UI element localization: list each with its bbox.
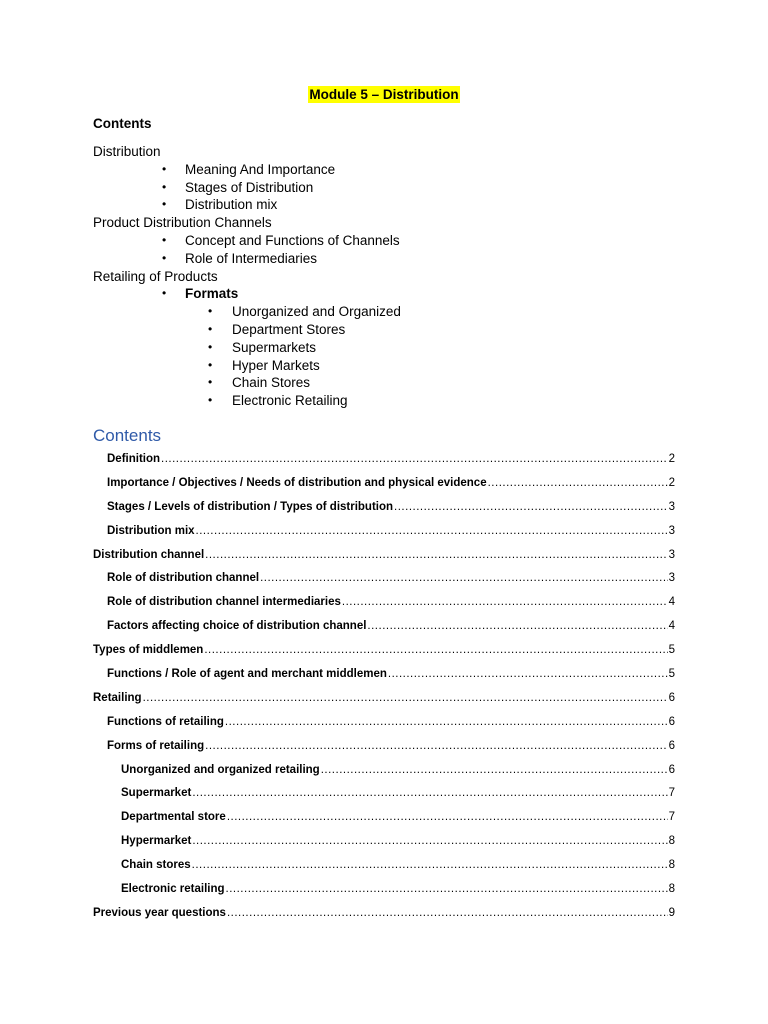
toc-entry[interactable] bbox=[93, 663, 675, 687]
toc-dot-leader bbox=[260, 567, 668, 591]
toc-dot-leader bbox=[388, 663, 668, 687]
toc-entry-page[interactable]: 6 bbox=[668, 715, 675, 728]
toc-entry[interactable] bbox=[93, 591, 675, 615]
toc-entry-page[interactable]: 2 bbox=[668, 453, 675, 465]
table-of-contents bbox=[93, 448, 675, 926]
toc-entry-title[interactable]: Types of middlemen bbox=[93, 644, 204, 657]
toc-entry[interactable] bbox=[93, 448, 675, 472]
outline-item-text: Role of Intermediaries bbox=[185, 250, 318, 266]
outline-item bbox=[93, 357, 401, 375]
toc-entry[interactable] bbox=[93, 520, 675, 544]
toc-entry-page[interactable]: 4 bbox=[668, 596, 675, 609]
toc-entry-title[interactable]: Definition bbox=[107, 453, 161, 465]
outline-item-text: Supermarkets bbox=[232, 339, 317, 355]
toc-entry-title[interactable]: Functions of retailing bbox=[107, 715, 224, 728]
toc-dot-leader bbox=[367, 615, 667, 639]
toc-entry[interactable] bbox=[93, 735, 675, 759]
toc-entry-page[interactable]: 8 bbox=[668, 883, 675, 896]
outline-item-text: Formats bbox=[185, 286, 239, 302]
outline-item-text: Concept and Functions of Channels bbox=[185, 232, 400, 248]
toc-entry-title[interactable]: Retailing bbox=[93, 691, 142, 704]
toc-dot-leader bbox=[205, 544, 667, 568]
module-title-text: Module 5 – Distribution bbox=[309, 87, 459, 102]
toc-entry-page[interactable]: 2 bbox=[668, 476, 675, 489]
toc-entry-title[interactable]: Functions / Role of agent and merchant middlemen bbox=[107, 668, 387, 681]
outline-item-text: Distribution bbox=[93, 144, 161, 159]
outline-item bbox=[93, 374, 401, 392]
toc-entry[interactable] bbox=[93, 687, 675, 711]
outline-item bbox=[93, 232, 401, 250]
bullet-icon: • bbox=[208, 393, 213, 408]
toc-dot-leader bbox=[196, 520, 668, 544]
outline-item bbox=[93, 161, 401, 179]
toc-entry[interactable] bbox=[93, 567, 675, 591]
toc-entry[interactable] bbox=[93, 806, 675, 830]
toc-entry-page[interactable]: 5 bbox=[668, 668, 675, 681]
outline-item bbox=[93, 339, 401, 357]
toc-entry-title[interactable]: Factors affecting choice of distribution channel bbox=[107, 620, 367, 633]
toc-entry-title[interactable]: Supermarket bbox=[121, 787, 192, 800]
bullet-icon: • bbox=[162, 179, 167, 194]
toc-entry[interactable] bbox=[93, 902, 675, 926]
toc-dot-leader bbox=[192, 854, 668, 878]
outline-item-text: Retailing of Products bbox=[93, 268, 218, 284]
toc-entry[interactable] bbox=[93, 615, 675, 639]
toc-dot-leader bbox=[321, 759, 668, 783]
toc-entry[interactable] bbox=[93, 830, 675, 854]
outline-item bbox=[93, 214, 401, 232]
bullet-icon: • bbox=[162, 197, 167, 212]
toc-entry-title[interactable]: Distribution mix bbox=[107, 524, 195, 537]
toc-dot-leader bbox=[161, 448, 668, 472]
toc-dot-leader bbox=[225, 711, 668, 735]
bullet-icon: • bbox=[162, 161, 167, 176]
toc-dot-leader bbox=[192, 782, 667, 806]
toc-entry-title[interactable]: Role of distribution channel intermediaries bbox=[107, 596, 341, 609]
toc-entry[interactable] bbox=[93, 878, 675, 902]
toc-entry-title[interactable]: Stages / Levels of distribution / Types of distribution bbox=[107, 500, 394, 513]
toc-entry-title[interactable]: Departmental store bbox=[121, 811, 226, 824]
toc-dot-leader bbox=[205, 735, 667, 759]
toc-entry-page[interactable]: 6 bbox=[668, 763, 675, 776]
toc-entry-page[interactable]: 7 bbox=[668, 787, 675, 800]
toc-dot-leader bbox=[192, 830, 667, 854]
toc-entry-page[interactable]: 8 bbox=[668, 859, 675, 872]
bullet-icon: • bbox=[162, 250, 167, 265]
outline-item bbox=[93, 250, 401, 268]
toc-entry[interactable] bbox=[93, 759, 675, 783]
outline-item-text: Electronic Retailing bbox=[232, 393, 348, 409]
toc-entry[interactable] bbox=[93, 854, 675, 878]
toc-entry-title[interactable]: Forms of retailing bbox=[107, 739, 205, 752]
toc-dot-leader bbox=[226, 878, 668, 902]
toc-heading: Contents bbox=[93, 426, 162, 445]
bullet-icon: • bbox=[208, 321, 213, 336]
outline-item-text: Unorganized and Organized bbox=[232, 304, 401, 320]
outline-item-text: Hyper Markets bbox=[232, 357, 320, 373]
toc-entry-title[interactable]: Distribution channel bbox=[93, 548, 205, 561]
toc-entry-title[interactable]: Chain stores bbox=[121, 859, 191, 872]
outline-item-text: Distribution mix bbox=[185, 197, 278, 213]
toc-entry-title[interactable]: Previous year questions bbox=[93, 906, 226, 919]
toc-entry-title[interactable]: Electronic retailing bbox=[121, 883, 225, 896]
outline-item-text: Meaning And Importance bbox=[185, 161, 336, 177]
bullet-icon: • bbox=[162, 286, 167, 301]
outline-item bbox=[93, 392, 401, 410]
toc-entry-title[interactable]: Importance / Objectives / Needs of distribution and physical evidence bbox=[107, 476, 487, 489]
bullet-icon: • bbox=[208, 304, 213, 319]
contents-heading: Contents bbox=[93, 116, 152, 131]
toc-entry-page[interactable]: 3 bbox=[668, 548, 675, 561]
bullet-icon: • bbox=[208, 357, 213, 372]
toc-entry[interactable] bbox=[93, 782, 675, 806]
toc-entry[interactable] bbox=[93, 711, 675, 735]
toc-entry-page[interactable]: 4 bbox=[668, 620, 675, 633]
toc-dot-leader bbox=[394, 496, 668, 520]
outline-item bbox=[93, 179, 401, 197]
toc-entry-page[interactable]: 6 bbox=[668, 739, 675, 752]
toc-entry-page[interactable]: 3 bbox=[668, 500, 675, 513]
outline-item-text: Department Stores bbox=[232, 321, 346, 337]
bullet-icon: • bbox=[208, 375, 213, 390]
outline-item-text: Stages of Distribution bbox=[185, 179, 314, 195]
toc-entry-page[interactable]: 3 bbox=[668, 524, 675, 537]
outline-item bbox=[93, 196, 401, 214]
outline-item-text: Product Distribution Channels bbox=[93, 215, 272, 231]
outline-item-text: Chain Stores bbox=[232, 375, 311, 391]
outline-item bbox=[93, 143, 401, 161]
topic-outline bbox=[93, 143, 401, 410]
outline-item bbox=[93, 303, 401, 321]
toc-dot-leader bbox=[342, 591, 668, 615]
toc-entry-page[interactable]: 5 bbox=[668, 644, 675, 657]
bullet-icon: • bbox=[162, 232, 167, 247]
outline-item bbox=[93, 268, 401, 286]
toc-entry-page[interactable]: 7 bbox=[668, 811, 675, 824]
module-title bbox=[0, 87, 768, 102]
toc-entry-title[interactable]: Unorganized and organized retailing bbox=[121, 763, 320, 776]
toc-entry[interactable] bbox=[93, 496, 675, 520]
toc-dot-leader bbox=[204, 639, 667, 663]
toc-entry-page[interactable]: 8 bbox=[668, 835, 675, 848]
toc-entry[interactable] bbox=[93, 472, 675, 496]
toc-dot-leader bbox=[143, 687, 668, 711]
toc-dot-leader bbox=[488, 472, 668, 496]
bullet-icon: • bbox=[208, 339, 213, 354]
toc-entry-page[interactable]: 3 bbox=[668, 572, 675, 585]
toc-entry-page[interactable]: 6 bbox=[668, 691, 675, 704]
toc-entry[interactable] bbox=[93, 639, 675, 663]
toc-dot-leader bbox=[227, 902, 668, 926]
outline-item bbox=[93, 321, 401, 339]
toc-dot-leader bbox=[227, 806, 668, 830]
toc-entry-title[interactable]: Hypermarket bbox=[121, 835, 192, 848]
toc-entry[interactable] bbox=[93, 544, 675, 568]
toc-entry-title[interactable]: Role of distribution channel bbox=[107, 572, 260, 585]
toc-entry-page[interactable]: 9 bbox=[668, 906, 675, 919]
outline-item bbox=[93, 285, 401, 303]
